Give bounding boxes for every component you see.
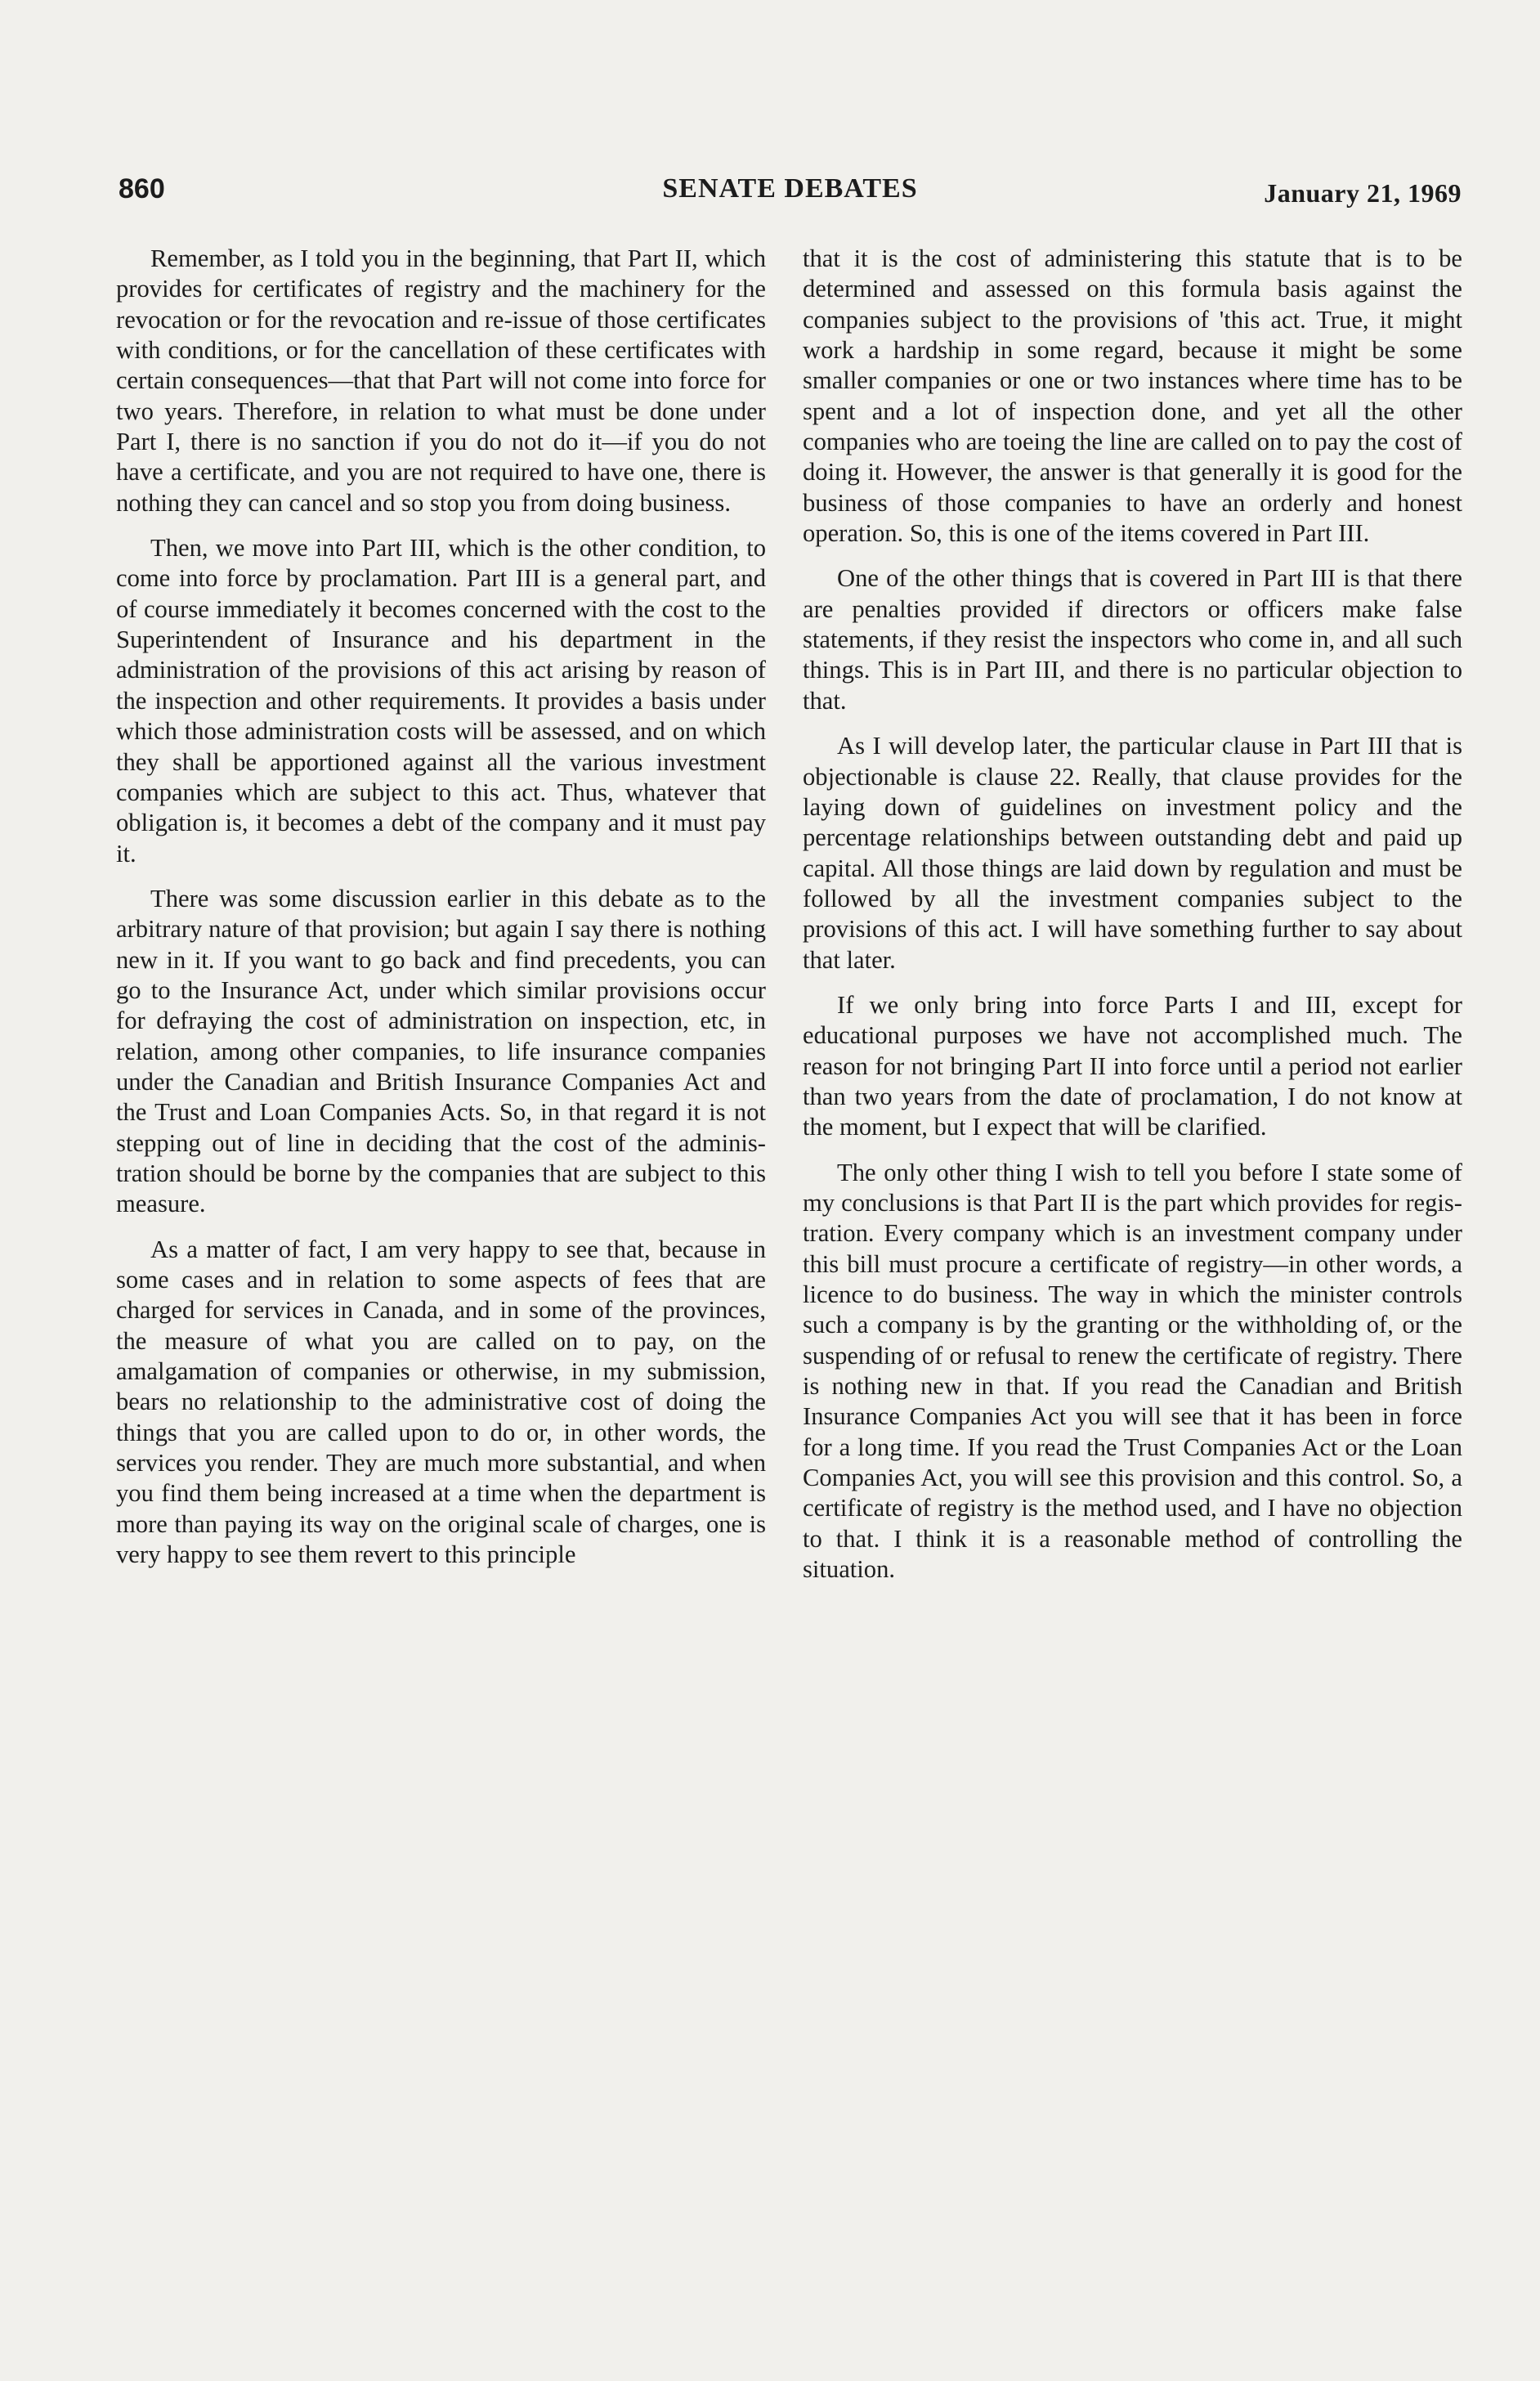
paragraph: The only other thing I wish to tell you before I state some of my conclusions is that Part II is the part which provides for registration. Every company which is an investment company under this bill must procure a certificate of registry—in other words, a licence to do business. The way in which the minister controls such a company is by the granting or the withholding of, or the suspending of or refusal to renew the certificate of registry. There is nothing new in that. If you read the Canadian and British Insurance Companies Act you will see that it has been in force for a long time. If you read the Trust Companies Act or the Loan Companies Act, you will see this provision and this control. So, a certificate of registry is the method used, and I have no objection to that. I think it is a reasonable method of controlling the situation. (803, 1158, 1462, 1584)
left-column (116, 244, 766, 1585)
paragraph: As I will develop later, the particular clause in Part III that is objectionable is clause 22. Really, that clause provides for the laying down of guidelines on investment policy and the percentage relationships between outstanding debt and paid up capital. All those things are laid down by regulation and must be followed by all the investment companies subject to the provisions of this act. I will have something further to say about that later. (803, 732, 1462, 974)
paragraph: There was some discussion earlier in this debate as to the arbitrary nature of that provision; but again I say there is nothing new in it. If you want to go back and find precedents, you can go to the Insurance Act, under which similar provisions occur for defraying the cost of administration on inspection, etc, in relation, among other companies, to life insurance companies under the Canadian and British Insurance Companies Act and the Trust and Loan Companies Acts. So, in that regard it is not stepping out of line in deciding that the cost of the administration should be borne by the companies that are subject to this measure. (116, 884, 766, 1218)
paragraph: As a matter of fact, I am very happy to see that, because in some cases and in relation to some aspects of fees that are charged for services in Canada, and in some of the provinces, the measure of what you are called on to pay, on the amalgamation of companies or otherwise, in my submission, bears no relationship to the administrative cost of doing the things that you are called upon to do or, in other words, the services you render. They are much more substantial, and when you find them being increased at a time when the department is more than paying its way on the original scale of charges, one is very happy to see them revert to this principle (116, 1235, 766, 1569)
paragraph: Remember, as I told you in the beginning, that Part II, which provides for certificates of registry and the machinery for the revocation or for the revocation and re-issue of those certificates with conditions, or for the cancellation of these certificates with certain consequences—that that Part will not come into force for two years. Therefore, in relation to what must be done under Part I, there is no sanction if you do not do it—if you do not have a certificate, and you are not required to have one, there is nothing they can cancel and so stop you from doing business. (116, 244, 766, 517)
page-number: 860 (119, 173, 165, 204)
right-column (803, 244, 1462, 1599)
header-date: January 21, 1969 (1264, 178, 1462, 208)
paragraph: One of the other things that is covered in Part III is that there are penalties provided if directors or officers make false statements, if they resist the inspectors who come in, and all such things. This is in Part III, and there is no particular objection to that. (803, 564, 1462, 715)
page-header (119, 173, 1462, 214)
paragraph: Then, we move into Part III, which is the other condition, to come into force by proclamation. Part III is a general part, and of course immediately it becomes concerned with the cost to the Superintendent of Insurance and his department in the administration of the provisions of this act arising by reason of the inspection and other requirements. It provides a basis under which those administration costs will be assessed, and on which they shall be apportioned against all the various investment companies which are subject to this act. Thus, whatever that obligation is, it becomes a debt of the company and it must pay it. (116, 534, 766, 868)
paragraph: If we only bring into force Parts I and III, except for educational purposes we have not accomplished much. The reason for not bringing Part II into force until a period not earlier than two years from the date of proclamation, I do not know at the moment, but I expect that will be clarified. (803, 990, 1462, 1141)
publication-title: SENATE DEBATES (662, 173, 918, 204)
paragraph-continued: that it is the cost of administering this statute that is to be determined and assessed on this formula basis against the companies subject to the provisions of 'this act. True, it might work a hardship in some regard, because it might be some smaller companies or one or two instances where time has to be spent and a lot of inspection done, and yet all the other companies who are toeing the line are called on to pay the cost of doing it. However, the answer is that generally it is good for the business of those companies to have an orderly and honest operation. So, this is one of the items covered in Part III. (803, 244, 1462, 548)
